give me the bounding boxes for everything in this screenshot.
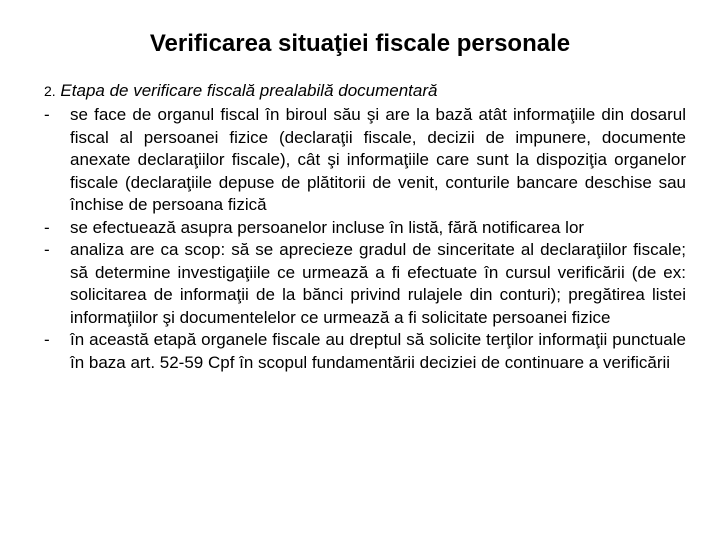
section-heading xyxy=(44,80,437,102)
bullet-item xyxy=(44,329,686,374)
bullet-text: se face de organul fiscal în biroul său şi are la bază atât informaţiile din dosarul fiscal al persoanei fizice (declaraţii fiscale, decizii de impunere, documente anexate declaraţiilor fiscale), cât şi informaţiile care sunt la dispoziţia organelor fiscale (declaraţiile depuse de plătitorii de venit, conturile bancare deschise sau închise de persoana fizică xyxy=(70,105,686,214)
bullet-marker: - xyxy=(44,240,50,259)
slide-title: Verificarea situaţiei fiscale personale xyxy=(149,30,571,57)
bullet-item xyxy=(44,104,686,217)
bullet-text: se efectuează asupra persoanelor incluse în listă, fără notificarea lor xyxy=(70,217,585,237)
bullet-text: în această etapă organele fiscale au dreptul să solicite terţilor informaţii punctuale în baza art. 52-59 Cpf în scopul fundamentării deciziei de continuare a verificării xyxy=(70,330,686,372)
bullet-marker: - xyxy=(44,330,50,349)
bullet-item xyxy=(44,239,686,329)
bullet-text: analiza are ca scop: să se aprecieze gradul de sinceritate al declaraţiilor fiscale; să determine investigaţiile ce urmează a fi efectuate în cursul verificării (de ex: solicitarea de informaţii de la bănci privind rulajele din conturi); pregătirea listei informaţiilor şi documentelelor ce urmează a fi solicitate persoanei fizice xyxy=(70,240,686,327)
section-heading-text: Etapa de verificare fiscală prealabilă documentară xyxy=(60,81,438,100)
section-number: 2. xyxy=(44,83,56,99)
bullet-list xyxy=(44,104,686,374)
bullet-item xyxy=(44,217,686,240)
bullet-marker: - xyxy=(44,217,50,237)
bullet-marker: - xyxy=(44,105,50,124)
